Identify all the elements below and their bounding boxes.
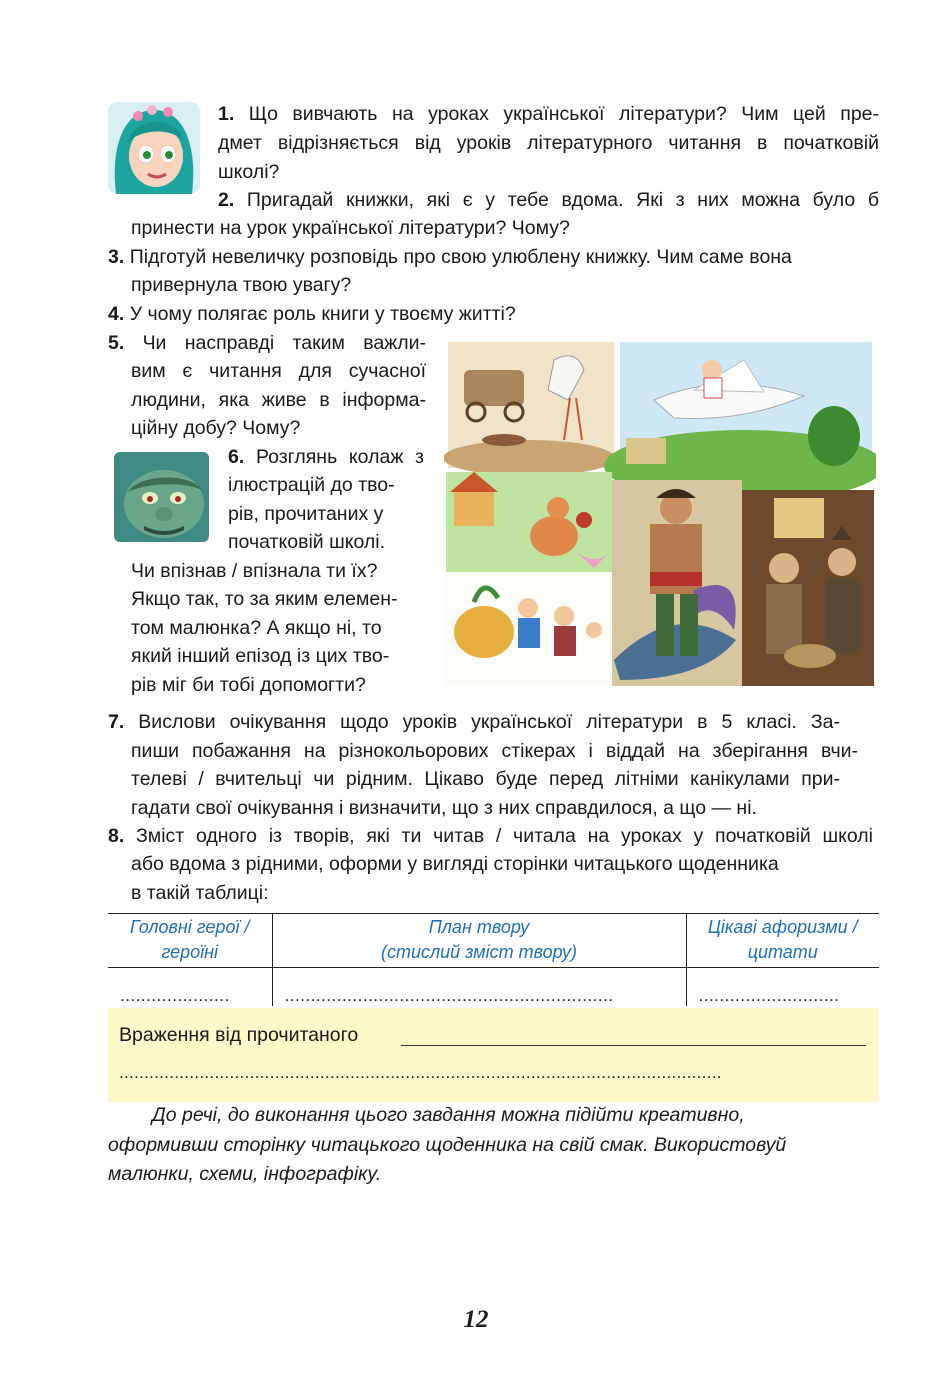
- question-8-line-3: в такій таблиці:: [131, 882, 269, 904]
- question-6-line-9: рів міг би тобі допомогти?: [131, 674, 366, 696]
- reading-diary-table: [108, 913, 879, 1006]
- question-7-line-2: пиши побажання на різнокольорових стікерах і віддай на зберігання вчи-: [131, 740, 858, 762]
- header-plan-line-2: (стислий зміст твору): [380, 942, 578, 962]
- question-6-line-4: початковій школі.: [228, 531, 386, 553]
- question-5-text-1: Чи насправді таким важли-: [142, 332, 426, 354]
- cell-plan[interactable]: ...............................................................: [272, 968, 686, 1007]
- header-quotes: [686, 914, 879, 968]
- question-2-line-2: принести на урок української літератури? Чому?: [131, 217, 570, 239]
- header-plan: [272, 914, 686, 968]
- question-4: [108, 300, 516, 329]
- question-5-line-4: ційну добу? Чому?: [131, 417, 301, 439]
- cell-quotes[interactable]: ...........................: [686, 968, 879, 1007]
- question-6-line-8: який інший епізод із цих тво-: [131, 645, 390, 667]
- question-6-line-6: Якщо так, то за яким елемен-: [131, 588, 398, 610]
- question-6-line-7: том малюнка? А якщо ні, то: [131, 617, 382, 639]
- collage-turnip-illustration: [444, 572, 612, 686]
- question-6-line-2: ілюстрацій до тво-: [228, 474, 395, 496]
- impressions-dotted-line[interactable]: ........................................................................................................................: [119, 1063, 722, 1082]
- impressions-box: [108, 1008, 879, 1102]
- collage-fox-rooster-illustration: [446, 472, 612, 572]
- header-quotes-line-2: цитати: [747, 942, 818, 962]
- question-7-line-3: телеві / вчительці чи рідним. Цікаво буде перед літніми канікулами при-: [131, 768, 840, 790]
- question-7-number: 7.: [108, 711, 125, 733]
- question-7-line-4: гадати свої очікування і визначити, що з них справдилося, а що — ні.: [131, 797, 757, 819]
- header-plan-line-1: План твору: [428, 917, 530, 937]
- fairy-tale-collage: [444, 340, 876, 688]
- header-main-characters: [108, 914, 272, 968]
- girl-character-illustration: [108, 102, 200, 194]
- question-1-line-1: [218, 100, 879, 129]
- question-6-text-1: Розглянь колаж з: [255, 446, 424, 468]
- question-1-number: 1.: [218, 103, 235, 125]
- header-main-characters-line-2: героїні: [161, 942, 219, 962]
- note-line-1: До речі, до виконання цього завдання можна підійти креативно,: [152, 1104, 745, 1126]
- question-3-line-1: [108, 243, 792, 272]
- cell-main-characters[interactable]: .....................: [120, 986, 230, 1005]
- note-line-2: оформивши сторінку читацького щоденника на свій смак. Використовуй: [108, 1134, 787, 1156]
- question-2-text-1: Пригадай книжки, які є у тебе вдома. Які з них можна було б: [246, 189, 879, 211]
- question-8-line-2: або вдома з рідними, оформи у вигляді сторінки читацького щоденника: [131, 853, 779, 875]
- question-5-number: 5.: [108, 332, 125, 354]
- collage-boy-on-goose-illustration: [604, 342, 876, 502]
- question-8-line-1: [108, 822, 873, 851]
- question-2-line-1: [218, 186, 879, 215]
- impressions-label: Враження від прочитаного: [119, 1024, 359, 1046]
- question-4-number: 4.: [108, 303, 125, 325]
- question-3-text-1: Підготуй невеличку розповідь про свою улюблену книжку. Чим саме вона: [129, 246, 792, 268]
- question-2-number: 2.: [218, 189, 235, 211]
- question-6-number: 6.: [228, 446, 245, 468]
- collage-cart-stork-illustration: [444, 342, 615, 476]
- collage-hero-serpent-illustration: [612, 480, 742, 686]
- question-6-line-3: рів, прочитаних у: [228, 503, 384, 525]
- question-7-line-1: [108, 708, 840, 737]
- question-4-text: У чому полягає роль книги у твоєму житті?: [129, 303, 516, 325]
- question-3-number: 3.: [108, 246, 125, 268]
- header-main-characters-line-1: Головні герої /: [129, 917, 250, 937]
- table-row: [108, 968, 879, 1007]
- troll-character-illustration: [114, 452, 209, 542]
- question-1-text-1: Що вивчають на уроках української літератури? Чим цей пре-: [248, 103, 880, 125]
- question-3-line-2: привернула твою увагу?: [131, 274, 352, 296]
- note-line-3: малюнки, схеми, інфографіку.: [108, 1163, 382, 1185]
- question-8-text-1: Зміст одного із творів, які ти читав / читала на уроках у початковій школі: [136, 825, 873, 847]
- question-1-line-3: школі?: [218, 161, 280, 183]
- question-5-line-3: людини, яка живе в інформа-: [131, 389, 426, 411]
- impressions-underline[interactable]: [401, 1045, 866, 1046]
- page-number: 12: [463, 1306, 489, 1333]
- table-header-row: [108, 914, 879, 968]
- question-7-text-1: Вислови очікування щодо уроків української літератури в 5 класі. За-: [138, 711, 841, 733]
- header-quotes-line-1: Цікаві афоризми /: [707, 917, 858, 937]
- question-1-line-2: дмет відрізняється від уроків літературного читання в початковій: [218, 132, 879, 154]
- collage-old-couple-illustration: [742, 490, 874, 686]
- question-5-line-1: [108, 329, 426, 358]
- question-8-number: 8.: [108, 825, 125, 847]
- question-6-line-5: Чи впізнав / впізнала ти їх?: [131, 560, 378, 582]
- question-5-line-2: вим є читання для сучасної: [131, 360, 426, 382]
- question-6-line-1: [228, 443, 424, 472]
